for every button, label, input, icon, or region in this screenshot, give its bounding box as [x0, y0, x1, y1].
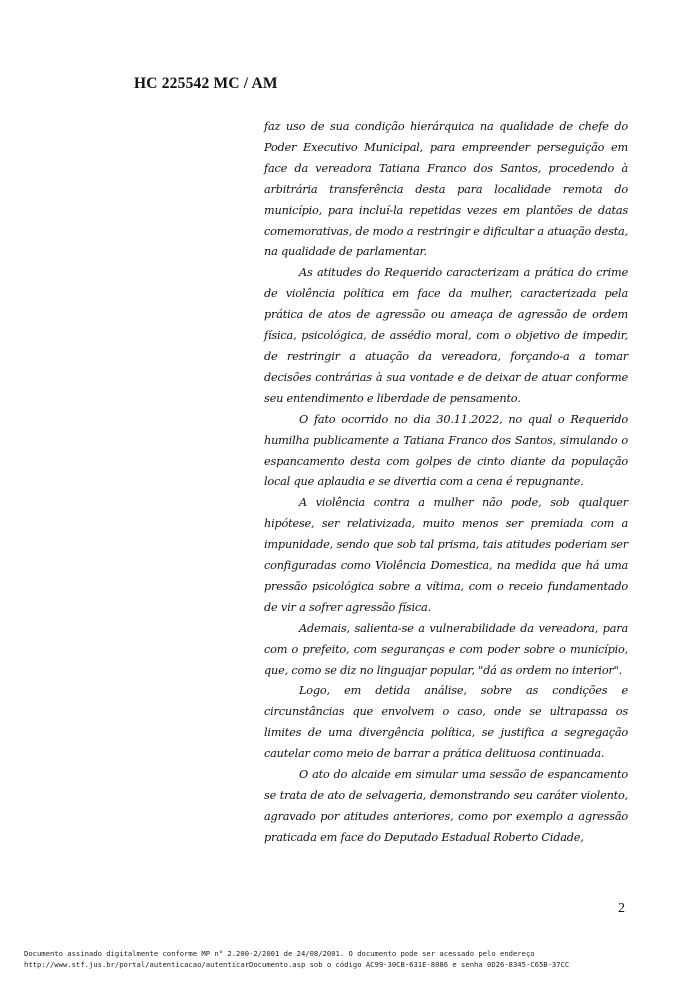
footer-line: Documento assinado digitalmente conforme MP n° 2.200-2/2001 de 24/08/2001. O documento pode ser acessado pelo endereço	[24, 949, 535, 958]
paragraph: Logo, em detida análise, sobre as condições e circunstâncias que envolvem o caso, onde se ultrapassa os limites de uma divergência política, se justifica a segregação cautelar como meio de barrar a prática delituosa continuada.	[264, 684, 628, 761]
paragraph: As atitudes do Requerido caracterizam a prática do crime de violência política em face da mulher, caracterizada pela prática de atos de agressão ou ameaça de agressão de ordem física, psicológica, de assédio moral, com o objetivo de impedir, de restringir a atuação da vereadora, forçando-a a tomar decisões contrárias à sua vontade e de deixar de atuar conforme seu entendimento e liberdade de pensamento.	[264, 266, 628, 405]
paragraph: Ademais, salienta-se a vulnerabilidade da vereadora, para com o prefeito, com seguranças e com poder sobre o município, que, como se diz no linguajar popular, "dá as ordem no interior".	[264, 621, 628, 677]
paragraph: A violência contra a mulher não pode, sob qualquer hipótese, ser relativizada, muito menos ser premiada com a impunidade, sendo que sob tal prisma, tais atitudes poderiam ser configuradas como Violência Domestica, na medida que há uma pressão psicológica sobre a vítima, com o receio fundamentado de vir a sofrer agressão física.	[264, 496, 628, 614]
paragraph: faz uso de sua condição hierárquica na qualidade de chefe do Poder Executivo Municipal, para empreender perseguição em face da vereadora Tatiana Franco dos Santos, procedendo à arbitrária transferência desta para localidade remota do município, para incluí-la repetidas vezes em plantões de datas comemorativas, de modo a restringir e dificultar a atuação desta, na qualidade de parlamentar.	[264, 120, 628, 259]
paragraph: O fato ocorrido no dia 30.11.2022, no qual o Requerido humilha publicamente a Tatiana Franco dos Santos, simulando o espancamento desta com golpes de cinto diante da população local que aplaudia e se divertia com a cena é repugnante.	[264, 412, 628, 489]
paragraph: O ato do alcaide em simular uma sessão de espancamento se trata de ato de selvageria, demonstrando seu caráter violento, agravado por atitudes anteriores, como por exemplo a agressão praticada em face do Deputado Estadual Roberto Cidade,	[264, 768, 628, 844]
document-body	[264, 117, 628, 849]
signature-footer	[24, 949, 684, 970]
case-title: HC 225542 MC / AM	[134, 75, 278, 92]
page-number: 2	[618, 901, 625, 916]
footer-line: http://www.stf.jus.br/portal/autenticacao/autenticarDocumento.asp sob o código AC99-30CB-631E-8086 e senha 0D26-8345-C65B-37CC	[24, 959, 570, 969]
